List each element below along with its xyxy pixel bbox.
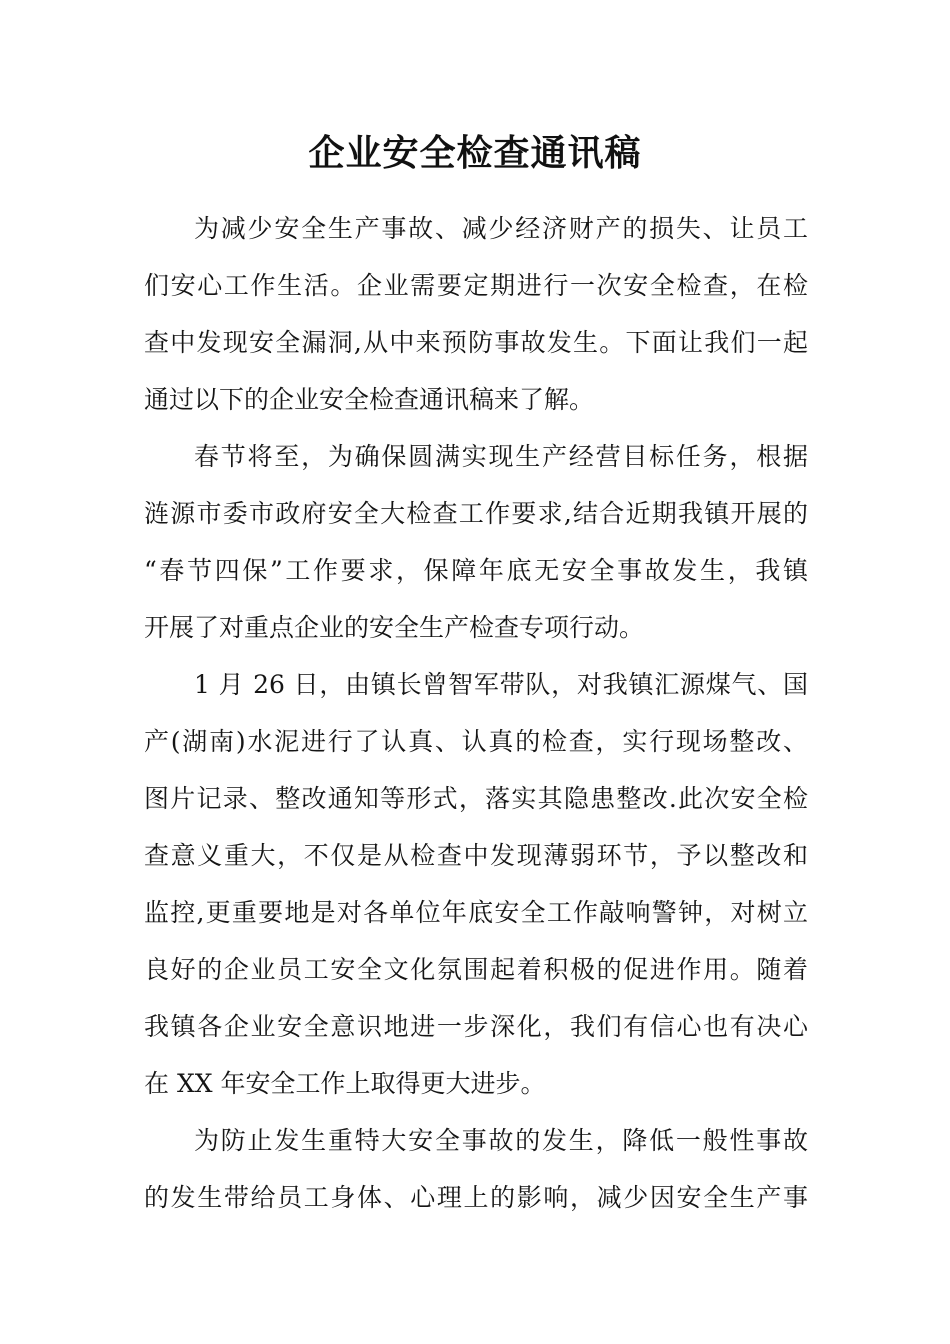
text-line: 图片记录、整改通知等形式，落实其隐患整改.此次安全检 bbox=[144, 784, 808, 813]
text-line: 的发生带给员工身体、心理上的影响，减少因安全生产事 bbox=[144, 1183, 808, 1212]
text-line: 春节将至，为确保圆满实现生产经营目标任务，根据 bbox=[194, 442, 808, 471]
text-line: 监控,更重要地是对各单位年底安全工作敲响警钟，对树立 bbox=[144, 898, 808, 927]
text-line: 1 月 26 日，由镇长曾智军带队，对我镇汇源煤气、国 bbox=[194, 670, 808, 699]
document-body bbox=[144, 200, 808, 1226]
text-line: 为防止发生重特大安全事故的发生，降低一般性事故 bbox=[194, 1126, 808, 1155]
text-line: 查意义重大，不仅是从检查中发现薄弱环节，予以整改和 bbox=[144, 841, 808, 870]
text-line: 们安心工作生活。企业需要定期进行一次安全检查，在检 bbox=[144, 271, 808, 300]
text-line: 通过以下的企业安全检查通讯稿来了解。 bbox=[144, 385, 595, 414]
text-line: 产(湖南)水泥进行了认真、认真的检查，实行现场整改、 bbox=[144, 727, 808, 756]
document-title: 企业安全检查通讯稿 bbox=[308, 132, 642, 174]
text-line: 在 XX 年安全工作上取得更大进步。 bbox=[144, 1069, 546, 1098]
text-line: 涟源市委市政府安全大检查工作要求,结合近期我镇开展的 bbox=[144, 499, 808, 528]
text-line: “春节四保”工作要求，保障年底无安全事故发生，我镇 bbox=[144, 556, 808, 585]
text-line: 良好的企业员工安全文化氛围起着积极的促进作用。随着 bbox=[144, 955, 808, 984]
text-line: 开展了对重点企业的安全生产检查专项行动。 bbox=[144, 613, 645, 642]
text-line: 查中发现安全漏洞,从中来预防事故发生。下面让我们一起 bbox=[144, 328, 808, 357]
text-line: 我镇各企业安全意识地进一步深化，我们有信心也有决心 bbox=[144, 1012, 808, 1041]
text-line: 为减少安全生产事故、减少经济财产的损失、让员工 bbox=[194, 214, 808, 243]
